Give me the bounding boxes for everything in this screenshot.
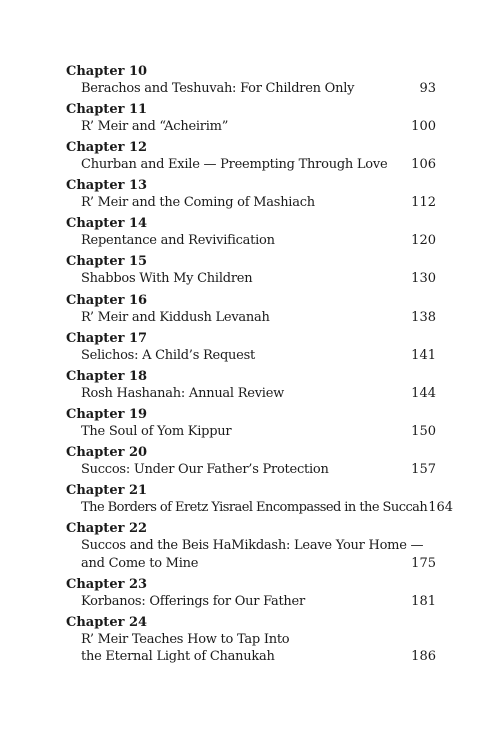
toc-line[interactable]: [66, 555, 436, 573]
toc-line[interactable]: [66, 631, 436, 649]
toc-line[interactable]: [66, 648, 436, 666]
page-number: 157: [411, 461, 436, 477]
toc-line[interactable]: [66, 461, 436, 479]
chapter-title: Berachos and Teshuvah: For Children Only: [81, 81, 355, 96]
chapter-heading: Chapter 10: [66, 64, 148, 79]
chapter-heading: Chapter 24: [66, 614, 148, 630]
page-number: 93: [419, 81, 436, 96]
toc-entry: [66, 254, 436, 288]
chapter-heading: Chapter 21: [66, 483, 148, 499]
toc-entry: [66, 483, 454, 517]
chapter-title: The Borders of Eretz Yisrael Encompassed in the Succah: [81, 500, 428, 516]
page-number: 100: [411, 119, 436, 135]
page-number: 130: [411, 271, 436, 287]
toc-entry: [66, 445, 436, 479]
toc-line[interactable]: [66, 385, 436, 403]
toc-line[interactable]: [66, 537, 436, 555]
toc-entry: [66, 369, 436, 403]
toc-line[interactable]: [66, 423, 436, 441]
toc-line[interactable]: [66, 232, 436, 250]
chapter-heading: Chapter 20: [66, 444, 148, 460]
page-number: 112: [411, 195, 436, 211]
chapter-title: The Soul of Yom Kippur: [81, 423, 232, 439]
page-number: 141: [411, 347, 436, 363]
toc-line[interactable]: [66, 80, 436, 98]
toc-entry: [66, 178, 436, 212]
chapter-heading: Chapter 19: [66, 406, 148, 422]
toc-line[interactable]: [66, 118, 436, 136]
chapter-title: Repentance and Revivification: [81, 233, 275, 249]
chapter-heading: Chapter 12: [66, 140, 148, 156]
toc-entry: [66, 521, 436, 572]
chapter-heading: Chapter 23: [66, 576, 148, 592]
toc-entry: [66, 331, 436, 365]
chapter-heading: Chapter 11: [66, 102, 148, 118]
chapter-title: R’ Meir and “Acheirim”: [81, 119, 229, 135]
chapter-heading: Chapter 17: [66, 330, 148, 346]
toc-line[interactable]: [66, 347, 436, 365]
table-of-contents: [66, 64, 454, 666]
toc-entry: [66, 64, 436, 98]
toc-line[interactable]: [66, 499, 454, 517]
chapter-title: R’ Meir and the Coming of Mashiach: [81, 195, 315, 211]
chapter-title: Succos: Under Our Father’s Protection: [81, 461, 329, 477]
chapter-title-continued: and Come to Mine: [81, 555, 199, 571]
page-number: 120: [411, 233, 436, 249]
page-number: 106: [411, 157, 436, 173]
toc-line[interactable]: [66, 156, 436, 174]
toc-entry: [66, 407, 436, 441]
chapter-title: R’ Meir and Kiddush Levanah: [81, 309, 270, 325]
chapter-heading: Chapter 15: [66, 254, 148, 270]
chapter-title: Churban and Exile — Preempting Through Love: [81, 157, 388, 173]
toc-entry: [66, 577, 436, 611]
chapter-title: Rosh Hashanah: Annual Review: [81, 385, 285, 401]
toc-entry: [66, 102, 436, 136]
chapter-heading: Chapter 14: [66, 216, 148, 232]
toc-line[interactable]: [66, 194, 436, 212]
page-number: 150: [411, 423, 436, 439]
chapter-title: Succos and the Beis HaMikdash: Leave Your Home —: [81, 538, 424, 554]
chapter-title: Shabbos With My Children: [81, 271, 253, 287]
chapter-heading: Chapter 16: [66, 292, 148, 308]
toc-line[interactable]: [66, 270, 436, 288]
page-number: 138: [411, 309, 436, 325]
page-number: 164: [428, 500, 454, 516]
chapter-title-continued: the Eternal Light of Chanukah: [81, 649, 275, 665]
toc-line[interactable]: [66, 309, 436, 327]
toc-entry: [66, 216, 436, 250]
toc-entry: [66, 140, 436, 174]
page-number: 144: [411, 385, 436, 401]
page-number: 181: [411, 593, 436, 609]
toc-entry: [66, 615, 436, 666]
chapter-title: Korbanos: Offerings for Our Father: [81, 593, 305, 609]
chapter-heading: Chapter 18: [66, 368, 148, 384]
chapter-heading: Chapter 13: [66, 178, 148, 194]
chapter-title: R’ Meir Teaches How to Tap Into: [81, 631, 290, 647]
chapter-title: Selichos: A Child’s Request: [81, 347, 256, 363]
page-number: 186: [411, 649, 436, 665]
chapter-heading: Chapter 22: [66, 521, 148, 537]
toc-line[interactable]: [66, 593, 436, 611]
page-number: 175: [411, 555, 436, 571]
toc-entry: [66, 293, 436, 327]
